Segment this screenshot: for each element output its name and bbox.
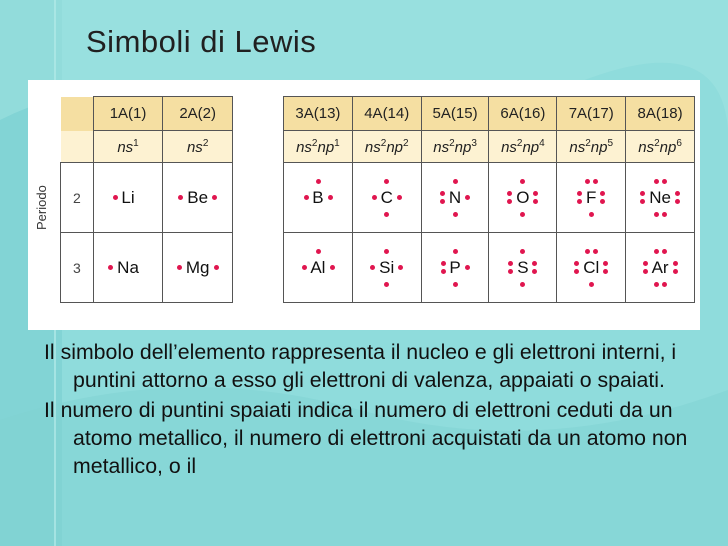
lewis-cell [93, 163, 163, 233]
electron-dot [585, 249, 590, 254]
electron-dot [673, 269, 678, 274]
group-header: 8A(18) [626, 97, 695, 131]
body-text [44, 338, 724, 480]
electron-dot [675, 199, 680, 204]
electron-dot [593, 179, 598, 184]
electron-dot [643, 261, 648, 266]
group-header: 4A(14) [352, 97, 421, 131]
group-header: 1A(1) [93, 97, 163, 131]
electron-dot [370, 265, 375, 270]
element-symbol: F [586, 187, 597, 207]
electron-dot [372, 195, 377, 200]
lewis-cell [93, 233, 163, 303]
element-symbol: Ne [649, 187, 671, 207]
lewis-cell [557, 163, 626, 233]
electron-dot [520, 282, 525, 287]
electron-config: $ns^2$ [163, 131, 233, 163]
electron-dot [178, 195, 183, 200]
lewis-cell [284, 233, 353, 303]
lewis-cell [284, 163, 353, 233]
corner-blank [61, 97, 94, 131]
electron-dot [593, 249, 598, 254]
electron-dot [384, 179, 389, 184]
electron-dot [465, 195, 470, 200]
electron-dot [675, 191, 680, 196]
group-header: 7A(17) [557, 97, 626, 131]
group-header: 6A(16) [489, 97, 557, 131]
electron-dot [574, 269, 579, 274]
lewis-cell [421, 233, 489, 303]
electron-dot [654, 212, 659, 217]
electron-dot [533, 191, 538, 196]
electron-config: $ns^2np^1$ [284, 131, 353, 163]
electron-dot [532, 261, 537, 266]
element-symbol: B [312, 187, 324, 207]
electron-dot [302, 265, 307, 270]
electron-dot [453, 249, 458, 254]
electron-dot [662, 212, 667, 217]
electron-config: $ns^2np^3$ [421, 131, 489, 163]
electron-dot [603, 261, 608, 266]
electron-dot [330, 265, 335, 270]
electron-config: $ns^2np^5$ [557, 131, 626, 163]
electron-dot [643, 269, 648, 274]
electron-dot [640, 191, 645, 196]
electron-dot [398, 265, 403, 270]
electron-dot [662, 179, 667, 184]
period-axis-label: Periodo [34, 185, 49, 230]
electron-dot [508, 261, 513, 266]
electron-dot [673, 261, 678, 266]
electron-config: $ns^2np^4$ [489, 131, 557, 163]
group-header: 2A(2) [163, 97, 233, 131]
electron-dot [316, 249, 321, 254]
electron-dot [384, 282, 389, 287]
period-number: 3 [61, 233, 94, 303]
electron-dot [113, 195, 118, 200]
electron-dot [465, 265, 470, 270]
element-symbol: N [448, 187, 462, 207]
element-symbol: P [449, 257, 461, 277]
electron-dot [520, 179, 525, 184]
lewis-cell [163, 163, 233, 233]
element-symbol: Li [121, 187, 135, 207]
electron-dot [108, 265, 113, 270]
electron-dot [384, 249, 389, 254]
electron-dot [585, 179, 590, 184]
group-header: 3A(13) [284, 97, 353, 131]
electron-dot [507, 191, 512, 196]
lewis-cell [626, 163, 695, 233]
electron-dot [654, 249, 659, 254]
group-header: 5A(15) [421, 97, 489, 131]
electron-dot [600, 199, 605, 204]
lewis-cell [489, 233, 557, 303]
lewis-table-left [60, 96, 233, 303]
electron-dot [654, 179, 659, 184]
electron-dot [507, 199, 512, 204]
electron-dot [212, 195, 217, 200]
element-symbol: S [517, 257, 529, 277]
electron-dot [533, 199, 538, 204]
period-number: 2 [61, 163, 94, 233]
electron-dot [508, 269, 513, 274]
electron-dot [316, 179, 321, 184]
electron-dot [640, 199, 645, 204]
electron-dot [177, 265, 182, 270]
lewis-cell [421, 163, 489, 233]
electron-dot [397, 195, 402, 200]
body-paragraph: Il simbolo dell’elemento rappresenta il nucleo e gli elettroni interni, i puntini attorno a esso gli elettroni di valenza, appaiati o spaiati. [44, 340, 677, 392]
electron-dot [441, 261, 446, 266]
electron-dot [532, 269, 537, 274]
element-symbol: Ar [651, 257, 669, 277]
lewis-cell [626, 233, 695, 303]
electron-dot [520, 212, 525, 217]
electron-config: $ns^1$ [93, 131, 163, 163]
electron-dot [603, 269, 608, 274]
electron-dot [441, 269, 446, 274]
electron-dot [304, 195, 309, 200]
electron-dot [214, 265, 219, 270]
electron-dot [520, 249, 525, 254]
element-symbol: Mg [185, 257, 210, 277]
lewis-table-right [283, 96, 695, 303]
electron-dot [328, 195, 333, 200]
electron-dot [600, 191, 605, 196]
electron-dot [384, 212, 389, 217]
corner-blank [61, 131, 94, 163]
lewis-cell [489, 163, 557, 233]
element-symbol: Al [310, 257, 326, 277]
electron-dot [453, 179, 458, 184]
lewis-cell [352, 163, 421, 233]
electron-dot [574, 261, 579, 266]
element-symbol: C [380, 187, 393, 207]
element-symbol: Na [117, 257, 139, 277]
electron-dot [453, 212, 458, 217]
lewis-cell [163, 233, 233, 303]
electron-dot [654, 282, 659, 287]
element-symbol: Be [187, 187, 209, 207]
element-symbol: Si [379, 257, 395, 277]
body-paragraph: Il numero di puntini spaiati indica il numero di elettroni ceduti da un atomo metallico, il numero di elettroni acquistati da un atomo non metallico, o il [44, 398, 688, 478]
electron-dot [662, 249, 667, 254]
electron-dot [440, 199, 445, 204]
lewis-cell [557, 233, 626, 303]
electron-dot [589, 282, 594, 287]
element-symbol: O [516, 187, 530, 207]
electron-dot [577, 199, 582, 204]
lewis-cell [352, 233, 421, 303]
electron-config: $ns^2np^2$ [352, 131, 421, 163]
element-symbol: Cl [583, 257, 600, 277]
electron-dot [577, 191, 582, 196]
electron-config: $ns^2np^6$ [626, 131, 695, 163]
electron-dot [662, 282, 667, 287]
electron-dot [589, 212, 594, 217]
electron-dot [440, 191, 445, 196]
electron-dot [453, 282, 458, 287]
slide-title: Simboli di Lewis [86, 24, 317, 59]
